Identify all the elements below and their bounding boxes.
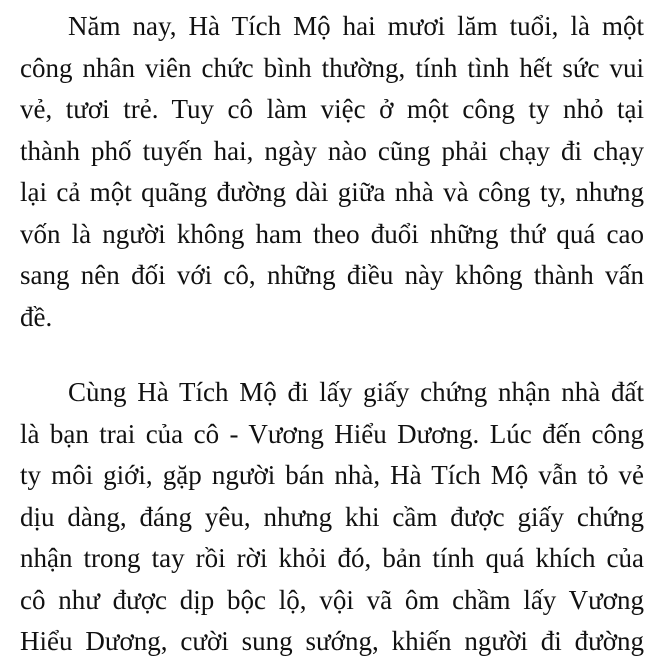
text-line: lại cả một quãng đường dài giữa nhà và công ty, nhưng	[20, 177, 644, 207]
text-line: nhận trong tay rồi rời khỏi đó, bản tính quá khích của	[20, 543, 644, 573]
text-line: dịu dàng, đáng yêu, nhưng khi cầm được giấy chứng	[20, 501, 644, 532]
text-line: Cùng Hà Tích Mộ đi lấy giấy chứng nhận nhà đất	[68, 377, 644, 407]
text-line: Năm nay, Hà Tích Mộ hai mươi lăm tuổi, là một	[68, 11, 644, 41]
text-line: đề.	[20, 301, 53, 332]
text-line: là bạn trai của cô - Vương Hiểu Dương. Lúc đến công	[20, 418, 644, 449]
paragraph-2	[20, 372, 644, 663]
text-line: công nhân viên chức bình thường, tính tình hết sức vui	[20, 52, 644, 83]
text-line: vốn là người không ham theo đuổi những thứ quá cao	[20, 218, 644, 249]
text-line: sang nên đối với cô, những điều này không thành vấn	[20, 260, 644, 290]
text-line: cô như được dịp bộc lộ, vội vã ôm chầm lấy Vương	[20, 584, 644, 615]
text-line: ty môi giới, gặp người bán nhà, Hà Tích Mộ vẫn tỏ vẻ	[20, 460, 644, 490]
document-page	[20, 6, 644, 663]
text-line: vẻ, tươi trẻ. Tuy cô làm việc ở một công ty nhỏ tại	[20, 94, 644, 124]
text-line: thành phố tuyến hai, ngày nào cũng phải chạy đi chạy	[20, 135, 644, 166]
paragraph-1	[20, 6, 644, 338]
text-line: Hiểu Dương, cười sung sướng, khiến người đi đường	[20, 626, 644, 656]
